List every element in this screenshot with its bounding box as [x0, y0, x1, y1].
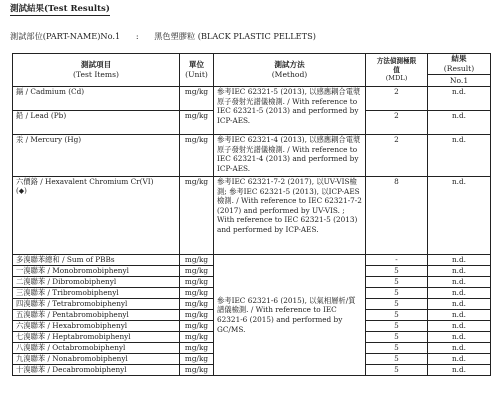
- result-cell: n.d.: [428, 310, 491, 321]
- unit-cell: mg/kg: [180, 135, 214, 177]
- unit-cell: mg/kg: [180, 266, 214, 277]
- result-cell: n.d.: [428, 111, 491, 135]
- mdl-cell: 2: [366, 135, 428, 177]
- mdl-cell: 8: [366, 177, 428, 255]
- test-item-cell: 八溴聯苯 / Octabromobiphenyl: [13, 343, 180, 354]
- result-cell: n.d.: [428, 332, 491, 343]
- header-unit: [180, 54, 214, 87]
- result-cell: n.d.: [428, 288, 491, 299]
- mdl-cell: 5: [366, 266, 428, 277]
- method-cell: 參考IEC 62321-4 (2013), 以感應耦合電漿原子發射光譜儀檢測. / With reference to IEC 62321-4 (2013) and performed by ICP-AES.: [214, 135, 366, 177]
- result-cell: n.d.: [428, 177, 491, 255]
- table-row: [13, 177, 491, 255]
- test-item-cell: 五溴聯苯 / Pentabromobiphenyl: [13, 310, 180, 321]
- result-cell: n.d.: [428, 365, 491, 376]
- unit-cell: mg/kg: [180, 111, 214, 135]
- part-name-line: [10, 31, 316, 42]
- header-unit-en: (Unit): [185, 70, 208, 79]
- header-mdl: [366, 54, 428, 87]
- table-row: [13, 87, 491, 111]
- result-cell: n.d.: [428, 299, 491, 310]
- test-item-cell: 七溴聯苯 / Heptabromobiphenyl: [13, 332, 180, 343]
- result-cell: n.d.: [428, 87, 491, 111]
- part-name-value: 黑色塑膠粒 (BLACK PLASTIC PELLETS): [154, 31, 316, 41]
- part-name-separator: :: [135, 31, 139, 41]
- test-item-cell: 鎘 / Cadmium (Cd): [13, 87, 180, 111]
- unit-cell: mg/kg: [180, 277, 214, 288]
- method-cell: 參考IEC 62321-7-2 (2017), 以UV-VIS檢測; 參考IEC 62321-5 (2013), 以ICP-AES檢測. / With reference to IEC 62321-7-2 (2017) and performed by UV-VIS. ; With reference to IEC 62321-5 (2013) and performed by ICP-AES.: [214, 177, 366, 255]
- test-item-cell: 鉛 / Lead (Pb): [13, 111, 180, 135]
- header-result-en: (Result): [443, 64, 475, 73]
- test-item-cell: 一溴聯苯 / Monobromobiphenyl: [13, 266, 180, 277]
- header-test-items: [13, 54, 180, 87]
- mdl-cell: 5: [366, 343, 428, 354]
- mdl-cell: -: [366, 255, 428, 266]
- test-item-cell: 三溴聯苯 / Tribromobiphenyl: [13, 288, 180, 299]
- header-method-en: (Method): [271, 70, 308, 79]
- mdl-cell: 2: [366, 87, 428, 111]
- header-test-items-zh: 測試項目: [80, 60, 112, 69]
- test-item-cell: [13, 177, 180, 255]
- header-method-zh: 測試方法: [274, 60, 305, 69]
- mdl-cell: 5: [366, 288, 428, 299]
- table-row: [13, 255, 491, 266]
- result-cell: n.d.: [428, 343, 491, 354]
- result-cell: n.d.: [428, 135, 491, 177]
- header-mdl-zh: 方法偵測極限值: [376, 57, 417, 74]
- method-cell: 參考IEC 62321-6 (2015), 以氣相層析/質譜儀檢測. / With reference to IEC 62321-6 (2015) and performed by GC/MS.: [214, 255, 366, 376]
- header-result: [428, 54, 491, 75]
- mdl-cell: 5: [366, 310, 428, 321]
- unit-cell: mg/kg: [180, 299, 214, 310]
- header-sample-no: No.1: [428, 75, 491, 87]
- mdl-cell: 5: [366, 332, 428, 343]
- section-heading: 測試結果(Test Results): [10, 4, 110, 14]
- result-cell: n.d.: [428, 277, 491, 288]
- header-result-zh: 結果: [451, 54, 467, 63]
- unit-cell: mg/kg: [180, 177, 214, 255]
- unit-cell: mg/kg: [180, 332, 214, 343]
- test-item-cell: 汞 / Mercury (Hg): [13, 135, 180, 177]
- header-mdl-en: (MDL): [385, 74, 408, 83]
- unit-cell: mg/kg: [180, 310, 214, 321]
- unit-cell: mg/kg: [180, 343, 214, 354]
- unit-cell: mg/kg: [180, 365, 214, 376]
- header-unit-zh: 單位: [188, 60, 205, 69]
- test-item-cell: 十溴聯苯 / Decabromobiphenyl: [13, 365, 180, 376]
- unit-cell: mg/kg: [180, 321, 214, 332]
- mdl-cell: 2: [366, 111, 428, 135]
- test-item-cell: 多溴聯苯總和 / Sum of PBBs: [13, 255, 180, 266]
- result-cell: n.d.: [428, 321, 491, 332]
- unit-cell: mg/kg: [180, 354, 214, 365]
- test-item-cell: 六溴聯苯 / Hexabromobiphenyl: [13, 321, 180, 332]
- result-cell: n.d.: [428, 266, 491, 277]
- test-item-cell: 四溴聯苯 / Tetrabromobiphenyl: [13, 299, 180, 310]
- mdl-cell: 5: [366, 277, 428, 288]
- header-method: [214, 54, 366, 87]
- unit-cell: mg/kg: [180, 255, 214, 266]
- mdl-cell: 5: [366, 299, 428, 310]
- test-item-cell: 二溴聯苯 / Dibromobiphenyl: [13, 277, 180, 288]
- mdl-cell: 5: [366, 321, 428, 332]
- result-cell: n.d.: [428, 255, 491, 266]
- test-item-text: 六價鉻 / Hexavalent Chromium Cr(VI): [16, 177, 154, 186]
- table-row: [13, 135, 491, 177]
- unit-cell: mg/kg: [180, 288, 214, 299]
- test-item-cell: 九溴聯苯 / Nonabromobiphenyl: [13, 354, 180, 365]
- diamond-marker: (◆): [16, 186, 27, 195]
- header-test-items-en: (Test Items): [73, 70, 119, 79]
- method-cell: 參考IEC 62321-5 (2013), 以感應耦合電漿原子發射光譜儀檢測. / With reference to IEC 62321-5 (2013) and performed by ICP-AES.: [214, 87, 366, 135]
- mdl-cell: 5: [366, 365, 428, 376]
- result-cell: n.d.: [428, 354, 491, 365]
- part-name-label: 測試部位(PART-NAME)No.1: [10, 31, 121, 41]
- test-results-table: [12, 53, 491, 376]
- mdl-cell: 5: [366, 354, 428, 365]
- header-row: [13, 54, 491, 75]
- unit-cell: mg/kg: [180, 87, 214, 111]
